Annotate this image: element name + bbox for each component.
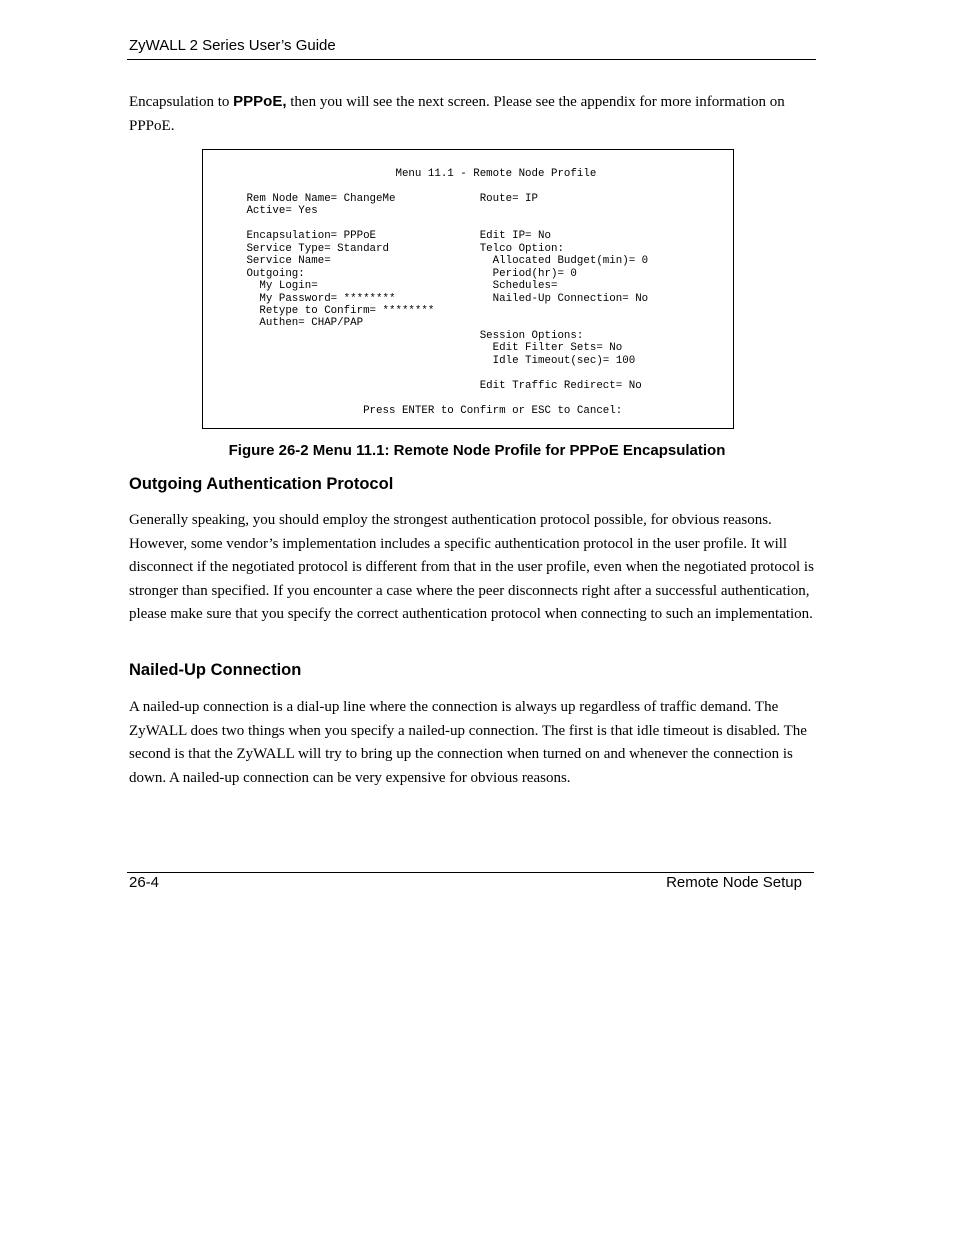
- menu-screen-line: Authen= CHAP/PAP: [227, 317, 364, 330]
- footer-rule: [127, 872, 814, 873]
- intro-paragraph: [129, 90, 819, 138]
- intro-bold-term: PPPoE,: [233, 93, 287, 110]
- header-rule: [127, 59, 816, 60]
- menu-screen-figure: [202, 149, 734, 429]
- menu-screen-line: Menu 11.1 - Remote Node Profile: [227, 168, 597, 180]
- intro-text-before: Encapsulation to: [129, 94, 234, 110]
- running-header: ZyWALL 2 Series User’s Guide: [129, 37, 336, 54]
- menu-screen-line: Outgoing: Period(hr)= 0: [227, 267, 577, 280]
- section-heading-nailed-up: Nailed-Up Connection: [129, 661, 302, 679]
- section-body-outgoing-auth: Generally speaking, you should employ the strongest authentication protocol possible, for obvious reasons. However, some vendor’s implementation includes a specific authentication protocol in the user profile. It will disconnect if the negotiated protocol is different from that in the user profile, even when the negotiated protocol is stronger than specified. If you encounter a case where the peer disconnects right after a successful authentication, please make sure that you specify the correct authentication protocol when connecting to such an implementation.: [129, 512, 814, 622]
- section-heading-outgoing-auth: Outgoing Authentication Protocol: [129, 475, 394, 493]
- menu-screen-line: Encapsulation= PPPoE Edit IP= No: [227, 230, 551, 243]
- section-body-nailed-up: A nailed-up connection is a dial-up line where the connection is always up regardless of traffic demand. The ZyWALL does two things when you specify a nailed-up connection. The first is that idle timeout is disabled. The second is that the ZyWALL will try to bring up the connection when turned on and whenever the connection is down. A nailed-up connection can be very expensive for obvious reasons.: [129, 699, 807, 786]
- menu-screen-line: Rem Node Name= ChangeMe Route= IP: [227, 192, 539, 205]
- figure-caption: Figure 26-2 Menu 11.1: Remote Node Profile for PPPoE Encapsulation: [228, 442, 726, 459]
- menu-screen-text: [227, 168, 648, 417]
- menu-screen-line: Edit Traffic Redirect= No: [227, 379, 642, 392]
- menu-screen-line: Service Name= Allocated Budget(min)= 0: [227, 255, 649, 268]
- menu-screen-line: Edit Filter Sets= No: [227, 342, 623, 355]
- menu-screen-line: Service Type= Standard Telco Option:: [227, 242, 564, 255]
- menu-screen-line: My Password= ******** Nailed-Up Connection= No: [227, 292, 649, 305]
- menu-screen-line: Retype to Confirm= ********: [227, 304, 435, 317]
- menu-screen-line: Active= Yes: [227, 205, 318, 218]
- menu-screen-line: Idle Timeout(sec)= 100: [227, 354, 636, 367]
- menu-screen-line: Press ENTER to Confirm or ESC to Cancel:: [227, 404, 623, 417]
- chapter-title: Remote Node Setup: [666, 874, 802, 891]
- menu-screen-line: Session Options:: [227, 329, 584, 342]
- page-number: 26-4: [129, 874, 160, 891]
- menu-screen-line: My Login= Schedules=: [227, 280, 558, 293]
- intro-text-after: then you will see the next screen. Please see the appendix for more information on PPPoE.: [129, 94, 785, 134]
